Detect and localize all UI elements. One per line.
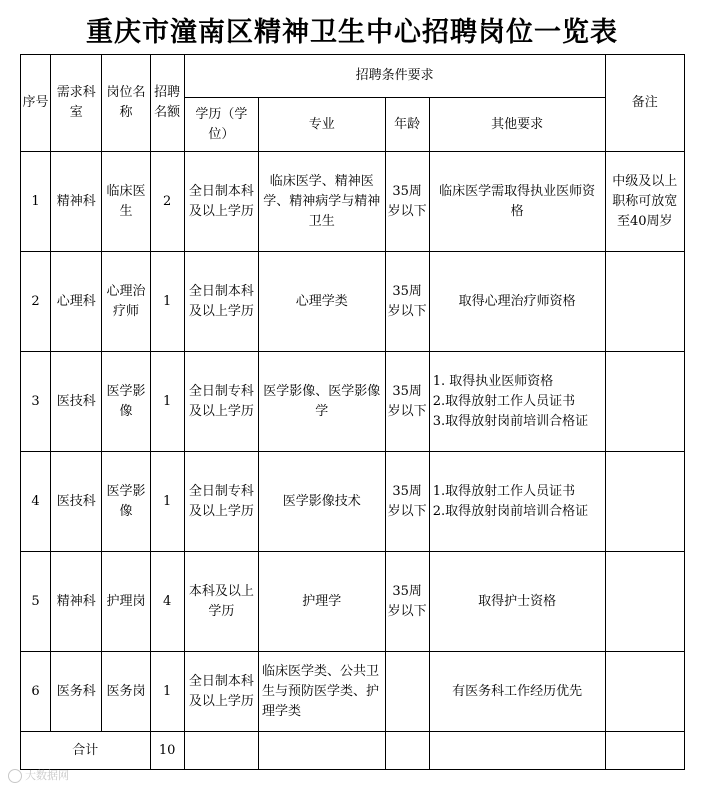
- cell-age: 35周岁以下: [385, 352, 429, 452]
- other-line: 有医务科工作经历优先: [452, 683, 583, 699]
- table-row: [21, 252, 685, 352]
- watermark-logo-icon: [8, 769, 22, 783]
- header-note: 备注: [605, 55, 684, 152]
- total-empty-cell: [429, 732, 605, 770]
- cell-position: 医学影像: [102, 352, 150, 452]
- cell-other: [429, 452, 605, 552]
- header-count: 招聘名额: [150, 55, 184, 152]
- other-line: 1. 取得执业医师资格: [432, 373, 554, 389]
- total-empty-cell: [385, 732, 429, 770]
- cell-note: [605, 552, 684, 652]
- cell-dept: 医技科: [51, 452, 102, 552]
- cell-seq: 4: [21, 452, 51, 552]
- cell-seq: 2: [21, 252, 51, 352]
- cell-other: [429, 552, 605, 652]
- table-row: [21, 352, 685, 452]
- cell-education: 全日制本科及以上学历: [184, 652, 258, 732]
- cell-position: 心理治疗师: [102, 252, 150, 352]
- header-education: 学历（学位）: [184, 98, 258, 152]
- cell-major: 临床医学类、公共卫生与预防医学类、护理学类: [259, 652, 386, 732]
- other-line: 1.取得放射工作人员证书: [432, 483, 576, 499]
- cell-education: 全日制本科及以上学历: [184, 252, 258, 352]
- cell-major: 临床医学、精神医学、精神病学与精神卫生: [259, 152, 386, 252]
- cell-dept: 医技科: [51, 352, 102, 452]
- cell-major: 护理学: [259, 552, 386, 652]
- cell-dept: 心理科: [51, 252, 102, 352]
- table-row: [21, 152, 685, 252]
- cell-major: 心理学类: [259, 252, 386, 352]
- cell-seq: 6: [21, 652, 51, 732]
- cell-age: 35周岁以下: [385, 152, 429, 252]
- cell-age: 35周岁以下: [385, 252, 429, 352]
- table-row: [21, 452, 685, 552]
- header-position: 岗位名称: [102, 55, 150, 152]
- header-conditions: 招聘条件要求: [184, 55, 605, 98]
- header-dept: 需求科室: [51, 55, 102, 152]
- other-line: 取得护士资格: [478, 593, 557, 609]
- cell-count: 1: [150, 652, 184, 732]
- header-seq: 序号: [21, 55, 51, 152]
- other-line: 2.取得放射工作人员证书: [432, 393, 576, 409]
- cell-education: 本科及以上学历: [184, 552, 258, 652]
- total-label: 合计: [21, 732, 151, 770]
- header-age: 年龄: [385, 98, 429, 152]
- cell-other: [429, 652, 605, 732]
- table-row: [21, 552, 685, 652]
- cell-count: 1: [150, 352, 184, 452]
- cell-education: 全日制本科及以上学历: [184, 152, 258, 252]
- other-line: 取得心理治疗师资格: [458, 293, 576, 309]
- total-count: 10: [150, 732, 184, 770]
- cell-age: [385, 652, 429, 732]
- other-line: 2.取得放射岗前培训合格证: [432, 503, 589, 519]
- total-empty-cell: [605, 732, 684, 770]
- cell-education: 全日制专科及以上学历: [184, 452, 258, 552]
- cell-major: 医学影像、医学影像学: [259, 352, 386, 452]
- page-title: 重庆市潼南区精神卫生中心招聘岗位一览表: [86, 17, 618, 48]
- cell-seq: 1: [21, 152, 51, 252]
- cell-age: 35周岁以下: [385, 552, 429, 652]
- cell-other: [429, 352, 605, 452]
- watermark: 大数据网: [8, 767, 69, 783]
- total-empty-cell: [184, 732, 258, 770]
- header-other: 其他要求: [429, 98, 605, 152]
- cell-major: 医学影像技术: [259, 452, 386, 552]
- cell-other: [429, 252, 605, 352]
- header-major: 专业: [259, 98, 386, 152]
- table-row: [21, 652, 685, 732]
- cell-position: 护理岗: [102, 552, 150, 652]
- cell-note: [605, 252, 684, 352]
- cell-position: 临床医生: [102, 152, 150, 252]
- cell-dept: 医务科: [51, 652, 102, 732]
- cell-note: [605, 452, 684, 552]
- cell-note: 中级及以上职称可放宽至40周岁: [605, 152, 684, 252]
- other-line: 临床医学需取得执业医师资格: [439, 183, 596, 219]
- cell-seq: 3: [21, 352, 51, 452]
- cell-other: [429, 152, 605, 252]
- cell-dept: 精神科: [51, 152, 102, 252]
- other-line: 3.取得放射岗前培训合格证: [432, 413, 589, 429]
- cell-note: [605, 652, 684, 732]
- cell-position: 医学影像: [102, 452, 150, 552]
- cell-count: 2: [150, 152, 184, 252]
- cell-count: 4: [150, 552, 184, 652]
- cell-seq: 5: [21, 552, 51, 652]
- total-row: [21, 732, 685, 770]
- cell-education: 全日制专科及以上学历: [184, 352, 258, 452]
- cell-count: 1: [150, 452, 184, 552]
- cell-position: 医务岗: [102, 652, 150, 732]
- recruitment-table: [20, 54, 685, 770]
- cell-dept: 精神科: [51, 552, 102, 652]
- cell-count: 1: [150, 252, 184, 352]
- cell-note: [605, 352, 684, 452]
- total-empty-cell: [259, 732, 386, 770]
- cell-age: 35周岁以下: [385, 452, 429, 552]
